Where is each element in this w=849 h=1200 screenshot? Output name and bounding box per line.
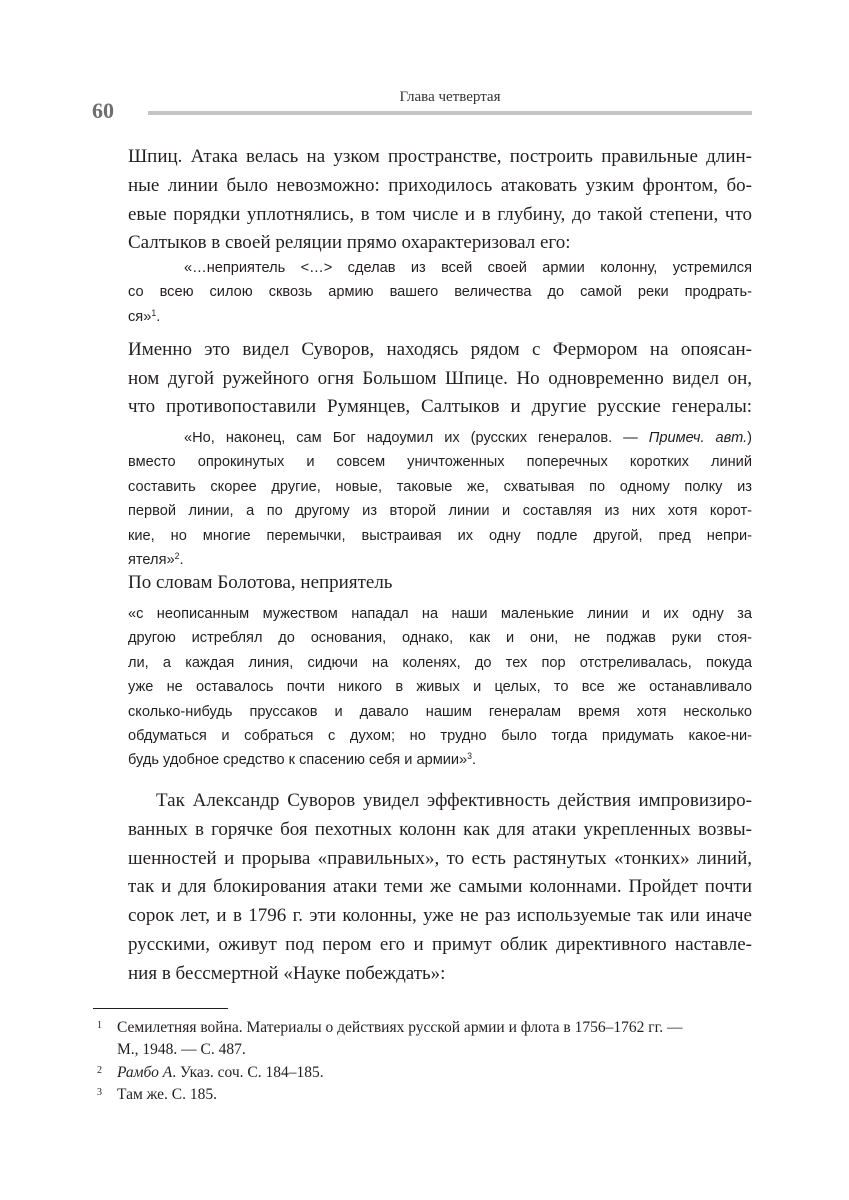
page-number: 60 <box>92 98 114 123</box>
text-line: уже не оставалось почти никого в живых и целых, то все же останавливало <box>128 679 752 696</box>
text-line: «Но, наконец, сам Бог надоумил их (русских генералов. — Примеч. авт.) <box>184 430 753 446</box>
text-line: «с неописанным мужеством нападал на наши маленькие линии и их одну за <box>128 606 752 622</box>
footnote-separator <box>93 1008 228 1009</box>
text-line: русскими, оживут под пером его и примут облик директивного наставле- <box>128 933 752 955</box>
text-line: со всею силою сквозь армию вашего величества до самой реки продрать- <box>128 284 752 301</box>
text-line: ли, а каждая линия, сидючи на коленях, до тех пор отстреливалась, покуда <box>128 654 752 671</box>
paragraph-2-text <box>128 307 752 422</box>
footnote-1: 1 Семилетняя война. Материалы о действиях русской армии и флота в 1756–1762 гг. — М., 1948. — С. 487. <box>97 1019 683 1059</box>
paragraph-3 <box>128 569 752 598</box>
text-line: Шпиц. Атака велась на узком пространстве, построить правильные длин- <box>128 146 752 167</box>
text-line: будь удобное средство к спасению себя и армии»$^3$. <box>128 751 477 769</box>
paragraph-4 <box>128 787 752 989</box>
text-line: первой линии, а по другому из второй линии и составляя из них хотя корот- <box>128 503 752 520</box>
text-line: сорок лет, и в 1796 г. эти колонны, уже не раз используемые так или иначе <box>128 905 752 927</box>
text-line: ванных в горячке боя пехотных колонн как для атаки укрепленных возвы- <box>128 818 752 840</box>
text-line: что противопоставили Румянцев, Салтыков и другие русские генералы: <box>128 396 752 418</box>
text-line: так и для блокирования атаки теми же самыми колоннами. Пройдет почти <box>128 876 752 898</box>
quote-3 <box>128 602 752 773</box>
text-line: обдуматься и собраться с духом; но трудно было тогда придумать какое-ни- <box>128 727 752 744</box>
text-line: Салтыков в своей реляции прямо охарактеризовал его: <box>128 232 571 254</box>
text-line: кие, но многие перемычки, выстраивая их одну подле другой, пред непри- <box>128 527 752 544</box>
running-title: Глава четвертая <box>399 89 501 105</box>
text-line: шенностей и прорыва «правильных», то есть растянутых «тонких» линий, <box>128 847 752 869</box>
header-rule <box>148 111 752 115</box>
text-line: сколько-нибудь пруссаков и давало нашим генералам время хотя несколько <box>128 703 752 720</box>
text-line: ся»$^1$. <box>128 307 161 325</box>
text-line: ные линии было невозможно: приходилось атаковать узким фронтом, бо- <box>128 174 752 196</box>
quote-2 <box>128 426 752 572</box>
text-line: ния в бессмертной «Науке побеждать»: <box>128 962 446 984</box>
footnote-2: 2 Рамбо А. Указ. соч. С. 184–185. <box>97 1063 324 1081</box>
text-line: По словам Болотова, неприятель <box>128 572 393 593</box>
paragraph-1 <box>128 143 752 258</box>
text-line: ятеля»$^2$. <box>128 551 184 568</box>
footnote-ref[interactable]: 1 <box>151 307 157 318</box>
text-line: вместо опрокинутых и совсем уничтоженных поперечных коротких линий <box>128 454 752 471</box>
footnote-ref[interactable]: 3 <box>467 751 473 762</box>
text-line: составить скорее другие, новые, таковые же, схватывая по одному полку из <box>128 478 752 495</box>
text-line: Так Александр Суворов увидел эффективность действия импровизиро- <box>156 790 752 811</box>
text-line: евые порядки уплотнялись, в том числе и в глубину, до такой степени, что <box>128 203 752 225</box>
footnote-3: 3 Там же. С. 185. <box>97 1085 217 1103</box>
text-line: другою истреблял до основания, однако, как и они, не поджав руки стоя- <box>128 630 752 647</box>
author-note: Примеч. авт. <box>648 430 748 446</box>
text-line: «…неприятель <…> сделав из всей своей армии колонну, устремился <box>184 260 752 276</box>
footnote-ref[interactable]: 2 <box>174 551 180 562</box>
footnotes <box>93 1017 753 1106</box>
text-line: Именно это видел Суворов, находясь рядом с Фермором на опоясан- <box>128 338 752 360</box>
quote-end: ся» <box>128 308 152 325</box>
text-line: ном дугой ружейного огня Большом Шпице. Но одновременно видел он, <box>128 367 752 389</box>
